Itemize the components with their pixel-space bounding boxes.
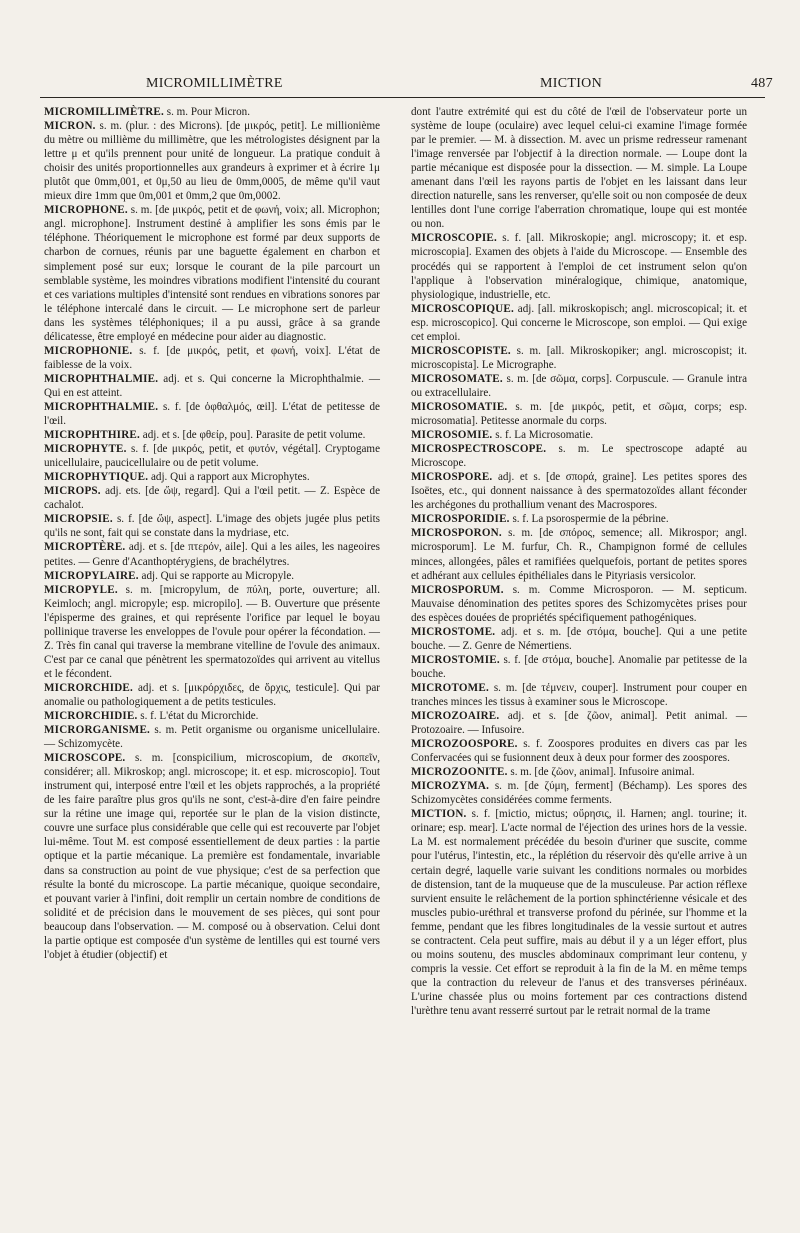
dictionary-entry <box>411 470 747 512</box>
dictionary-entry <box>44 372 380 400</box>
dictionary-entry <box>411 372 747 400</box>
entry-headword: MICROSPORUM. <box>411 583 504 596</box>
dictionary-entry <box>44 484 380 512</box>
entry-headword: MICROPHYTIQUE. <box>44 471 149 484</box>
dictionary-entry <box>44 203 380 343</box>
dictionary-entry <box>44 119 380 203</box>
entry-headword: MICROZOONITE. <box>411 766 508 779</box>
entry-definition: s. f. L'état du Microrchide. <box>140 710 259 723</box>
entry-headword: MICROZOOSPORE. <box>411 738 518 751</box>
entry-headword: MICROPHONE. <box>44 204 128 217</box>
dictionary-entry <box>411 442 747 470</box>
entry-definition: s. m. [de σῶμα, corps]. Corpuscule. — Granule intra ou extracellulaire. <box>411 372 747 399</box>
dictionary-entry <box>411 779 747 807</box>
dictionary-entry <box>44 105 380 119</box>
running-head-right: MICTION <box>540 76 602 91</box>
entry-headword: MICROPSIE. <box>44 513 113 526</box>
entry-definition: adj. Qui se rapporte au Micropyle. <box>141 569 295 582</box>
entry-headword: MICROSPORE. <box>411 471 493 484</box>
dictionary-entry <box>44 583 380 681</box>
dictionary-entry <box>411 737 747 765</box>
entry-headword: MICROSPORIDIE. <box>411 513 510 526</box>
header-rule <box>40 97 765 98</box>
entry-definition: adj. et s. [μικρόρχιδες, de ὄρχις, testicule]. Qui par anomalie ou pathologiquement a de petits testicules. <box>44 681 380 708</box>
dictionary-entry <box>411 526 747 582</box>
dictionary-entry <box>44 400 380 428</box>
entry-headword: MICROPTÈRE. <box>44 541 126 554</box>
entry-definition: s. f. [de ὤψ, aspect]. L'image des objets jugée plus petits qu'ils ne sont, fait qui se constate dans la mydriase, etc. <box>44 513 380 540</box>
entry-headword: MICROPYLAIRE. <box>44 569 139 582</box>
dictionary-entry <box>44 709 380 723</box>
entry-definition: s. m. Comme Microsporon. — M. septicum. Mauvaise dénomination des petites spores des Schizomycètes prises pour des espèces douées de propriétés spécifiquement pathogéniques. <box>411 583 747 624</box>
dictionary-entry <box>411 625 747 653</box>
dictionary-entry <box>44 470 380 484</box>
dictionary-entry <box>44 344 380 372</box>
entry-definition: adj. et s. [de σπορά, graine]. Les petites spores des Isoëtes, etc., qui donnent naissance à des spermatozoïdes allant féconder les archégones du prothallium venant des Macrospores. <box>411 471 747 512</box>
entry-headword: MICROSCOPIE. <box>411 232 497 245</box>
entry-headword: MICROPHTHIRE. <box>44 429 140 442</box>
dictionary-entry <box>411 512 747 526</box>
dictionary-entry <box>411 807 747 1018</box>
dictionary-entry <box>411 681 747 709</box>
dictionary-entry <box>411 302 747 344</box>
entry-definition: s. m. [de μικρός, petit et de φωνή, voix; all. Microphon; angl. microphone]. Instrument destiné à amplifier les sons émis par le téléphone. Théoriquement le microphone est formé par deux supports de charbon de cornues, réunis par une baguette également en charbon et simplement posé sur eux; lorsque le courant de la pile parcourt un semblable système, les moindres vibrations modifient l'intensité du courant et ces variations multiples d'intensité sont rendues en vibrations sonores par le téléphone intercalé dans le circuit. — Le microphone sert de parleur dans les systèmes téléphoniques; il a pu aussi, grâce à sa grande délicatesse, être employé en médecine pour aider au diagnostic. <box>44 204 381 343</box>
left-column <box>44 105 380 962</box>
entry-headword: MICROPHONIE. <box>44 344 133 357</box>
dictionary-entry <box>411 583 747 625</box>
entry-definition: adj. et s. [de πτερόν, aile]. Qui a les ailes, les nageoires petites. — Genre d'Acanthoptérygiens, de brachélytres. <box>44 541 380 568</box>
entry-headword: MICROPHTHALMIE. <box>44 372 159 385</box>
entry-headword: MICROPS. <box>44 485 101 498</box>
dictionary-entry <box>411 709 747 737</box>
dictionary-entry <box>44 512 380 540</box>
dictionary-entry <box>44 569 380 583</box>
entry-headword: MICROTOME. <box>411 681 489 694</box>
entry-headword: MICROPHTHALMIE. <box>44 400 159 413</box>
entry-headword: MICROPHYTE. <box>44 443 127 456</box>
entry-definition: s. f. [de στόμα, bouche]. Anomalie par petitesse de la bouche. <box>411 653 747 680</box>
entry-definition: s. m. [all. Mikroskopiker; angl. microscopist; it. microscopista]. Le Micrographe. <box>411 344 747 371</box>
entry-headword: MICROSTOME. <box>411 625 496 638</box>
entry-definition: s. f. [de μικρός, petit, et φυτόν, végétal]. Cryptogame unicellulaire, paucicellulaire ou de petit volume. <box>44 443 380 470</box>
dictionary-entry <box>411 653 747 681</box>
entry-headword: MICROZYMA. <box>411 780 490 793</box>
entry-definition: s. m. [de ζῶον, animal]. Infusoire animal. <box>510 766 695 779</box>
entry-headword: MICROSPORON. <box>411 527 502 540</box>
entry-definition: s. m. Le spectroscope adapté au Microscope. <box>411 443 747 470</box>
entry-definition: adj. et s. [de φθείρ, pou]. Parasite de petit volume. <box>142 429 366 442</box>
entry-definition: s. m. [de τέμνειν, couper]. Instrument pour couper en tranches minces les tissus à examiner sous le Microscope. <box>411 681 748 708</box>
dictionary-entry <box>44 723 380 751</box>
dictionary-entry <box>44 540 380 568</box>
entry-definition: s. f. [all. Mikroskopie; angl. microscopy; it. et esp. microscopia]. Examen des objets à l'aide du Microscope. — Ensemble des procédés qui se rapportent à l'emploi de cet instrument selon qu'on l'applique à l'observation minéralogique, chimique, anatomique, physiologique, industrielle, etc. <box>411 232 747 301</box>
entry-definition: s. f. La Microsomatie. <box>495 429 594 442</box>
dictionary-entry <box>411 765 747 779</box>
entry-definition: adj. [all. mikroskopisch; angl. microscopical; it. et esp. microscopico]. Qui concerne le Microscope, son emploi. — Qui exige cet emploi. <box>411 302 747 343</box>
entry-definition: s. f. [de μικρός, petit, et φωνή, voix]. L'état de faiblesse de la voix. <box>44 344 380 371</box>
entry-definition: adj. ets. [de ὤψ, regard]. Qui a l'œil petit. — Z. Espèce de cachalot. <box>44 485 380 512</box>
entry-headword: MICROPYLE. <box>44 583 118 596</box>
entry-headword: MICRORGANISME. <box>44 724 151 737</box>
entry-definition: s. f. [mictio, mictus; οὔρησις, il. Harnen; angl. tourine; it. orinare; esp. mear]. L'acte normal de l'éjection des urines hors de la vessie. La M. est normalement précédée du besoin d'uriner que suscite, comme pour l'utérus, l'intestin, etc., la réplétion du réservoir dès qu'elle arrive à un certain degré, laquelle varie suivant les conditions normales ou morbides de distension, tant de la muqueuse que de la musculeuse. Par action réflexe survient ensuite le relâchement de la portion sphinctérienne vésicale et des muscles pubio-uréthral et transverse profond du périnée, sur l'homme et la femme, pendant que les fibres longitudinales de la vessie surtout et autres se contractent. Cela peut suffire, mais au début il y a un léger effort, plus ou moins soutenu, des muscles abdominaux comprimant leur contenu, y compris la vessie. Cet effort se reproduit à la fin de la M. en même temps que la contraction du releveur de l'anus et des transverses périnéaux. L'urine chassée plus ou moins fortement par ces contractions distend l'urèthre tenu avant resserré surtout par le retrait normal de la trame <box>411 808 747 1017</box>
entry-headword: MICROSPECTROSCOPE. <box>411 443 547 456</box>
dictionary-entry <box>411 400 747 428</box>
entry-headword: MICRON. <box>44 120 96 133</box>
entry-headword: MICROSCOPISTE. <box>411 344 511 357</box>
dictionary-entry <box>411 344 747 372</box>
entry-definition: dont l'autre extrémité qui est du côté de l'œil de l'observateur porte un système de loupe (oculaire) avec lequel celui-ci examine l'image formée par le premier. — M. à dissection. M. avec un prisme redresseur ramenant l'image renversée par l'objectif à la direction normale. — Loupe dont la partie mécanique est disposée pour la dissection. — M. simple. La Loupe amenant dans l'œil les rayons partis de l'objet en les laissant dans leur direction naturelle, sans les renverser, qu'elle soit ou non composée de deux lentilles dont l'une corrige l'aberration chromatique, loupe qui est montée ou non. <box>411 106 747 231</box>
entry-headword: MICROSCOPE. <box>44 752 126 765</box>
entry-definition: s. m. [conspicilium, microscopium, de σκοπεῖν, considérer; all. Mikroskop; angl. microscope; it. et esp. microscopio]. Tout instrument qui, interposé entre l'œil et les objets rapprochés, a la propriété de les faire paraître plus gros qu'ils ne sont, c'est-à-dire d'en faire peindre sur la rétine une image qui, reportée sur le plan de la vision distincte, couvre une surface plus considérable que celle qui est recouverte par l'objet lui-même. Tout M. est composé essentiellement de deux parties : la partie optique et la partie mécanique. La première est fondamentale, invariable dans sa construction au point de vue physique; c'est de sa perfection que résulte la bonté du microscope. La partie mécanique, quoique secondaire, et pouvant varier à l'infini, doit remplir un certain nombre de conditions de solidité et de précision dans le mouvement de ses pièces, qui sont pour beaucoup dans l'observation. — M. composé ou à observation. Celui dont la partie optique est composée d'un système de lentilles qui est tourné vers l'objet à étudier (objectif) et <box>44 752 380 961</box>
entry-definition: s. f. [de ὀφθαλμός, œil]. L'état de petitesse de l'œil. <box>44 400 380 428</box>
entry-definition: s. m. Pour Micron. <box>166 106 250 118</box>
entry-definition: s. m. (plur. : des Microns). [de μικρός, petit]. Le millionième du mètre ou millième du millimètre, que les métrologistes désignent par la lettre μ et qu'ils prennent pour unité de longueur. La pratique conduit à choisir des unités proportionnelles aux grandeurs à exprimer et à écrire 1μ plutôt que 0mm,001, et 0μ,50 au lieu de 0mm,0005, de même qu'il vaut mieux dire 1mm que 0m,001 et 0mm,2 que 0m,0002. <box>44 120 380 203</box>
dictionary-entry <box>411 428 747 442</box>
entry-headword: MICROSCOPIQUE. <box>411 302 514 315</box>
entry-definition: adj. Qui a rapport aux Microphytes. <box>150 471 310 484</box>
entry-headword: MICTION. <box>411 808 467 821</box>
dictionary-entry <box>411 105 747 231</box>
entry-definition: s. m. [de ζύμη, ferment] (Béchamp). Les spores des Schizomycètes considérées comme ferments. <box>411 780 747 807</box>
entry-definition: s. f. Zoospores produites en divers cas par les Confervacées qui se fusionnent deux à deux pour former des zoospores. <box>411 738 747 765</box>
entry-headword: MICRORCHIDIE. <box>44 710 138 723</box>
right-column <box>411 105 747 1018</box>
entry-headword: MICROSTOMIE. <box>411 653 500 666</box>
entry-definition: adj. et s. Qui concerne la Microphthalmie. — Qui en est atteint. <box>44 372 381 399</box>
dictionary-entry <box>44 428 380 442</box>
running-head-left: MICROMILLIMÈTRE <box>146 76 283 91</box>
entry-definition: s. m. [micropylum, de πύλη, porte, ouverture; all. Keimloch; angl. micropyle; esp. micropilo]. — B. Ouverture que présente l'épisperme des graines, et qui représente l'orifice par lequel le boyau pollinique traverse les enveloppes de l'ovule pour opérer la fécondation. — Z. Très fin canal qui traverse la membrane vitelline de l'ovule des animaux. C'est par ce canal que pénètrent les spermatozoïdes qui arrivent au vitellus et le fécondent. <box>44 583 380 680</box>
entry-definition: adj. et s. m. [de στόμα, bouche]. Qui a une petite bouche. — Z. Genre de Némertiens. <box>411 625 747 652</box>
entry-definition: adj. et s. [de ζῶον, animal]. Petit animal. — Protozoaire. — Infusoire. <box>411 710 747 737</box>
entry-headword: MICROSOMATE. <box>411 372 503 385</box>
entry-headword: MICROMILLIMÈTRE. <box>44 106 164 118</box>
entry-definition: s. m. [de σπόρος, semence; all. Mikrospor; angl. microsporum]. Le M. furfur, Ch. R., Champignon formé de cellules minces, allongées, pâles et ramifiées quelquefois, portant de petites spores et adhérant aux cellules épithéliales dans le Pityriasis versicolor. <box>411 527 747 582</box>
entry-headword: MICRORCHIDE. <box>44 681 133 694</box>
page-number: 487 <box>751 76 773 91</box>
entry-definition: s. f. La psorospermie de la pébrine. <box>512 513 669 526</box>
entry-headword: MICROZOAIRE. <box>411 710 500 723</box>
dictionary-entry <box>411 231 747 301</box>
dictionary-entry <box>44 442 380 470</box>
dictionary-entry <box>44 681 380 709</box>
dictionary-entry <box>44 751 380 962</box>
entry-definition: s. m. Petit organisme ou organisme unicellulaire. — Schizomycète. <box>44 724 380 751</box>
entry-definition: s. m. [de μικρός, petit, et σῶμα, corps; esp. microsomatia]. Petitesse anormale du corps. <box>411 400 747 428</box>
entry-headword: MICROSOMIE. <box>411 429 493 442</box>
entry-headword: MICROSOMATIE. <box>411 400 508 413</box>
